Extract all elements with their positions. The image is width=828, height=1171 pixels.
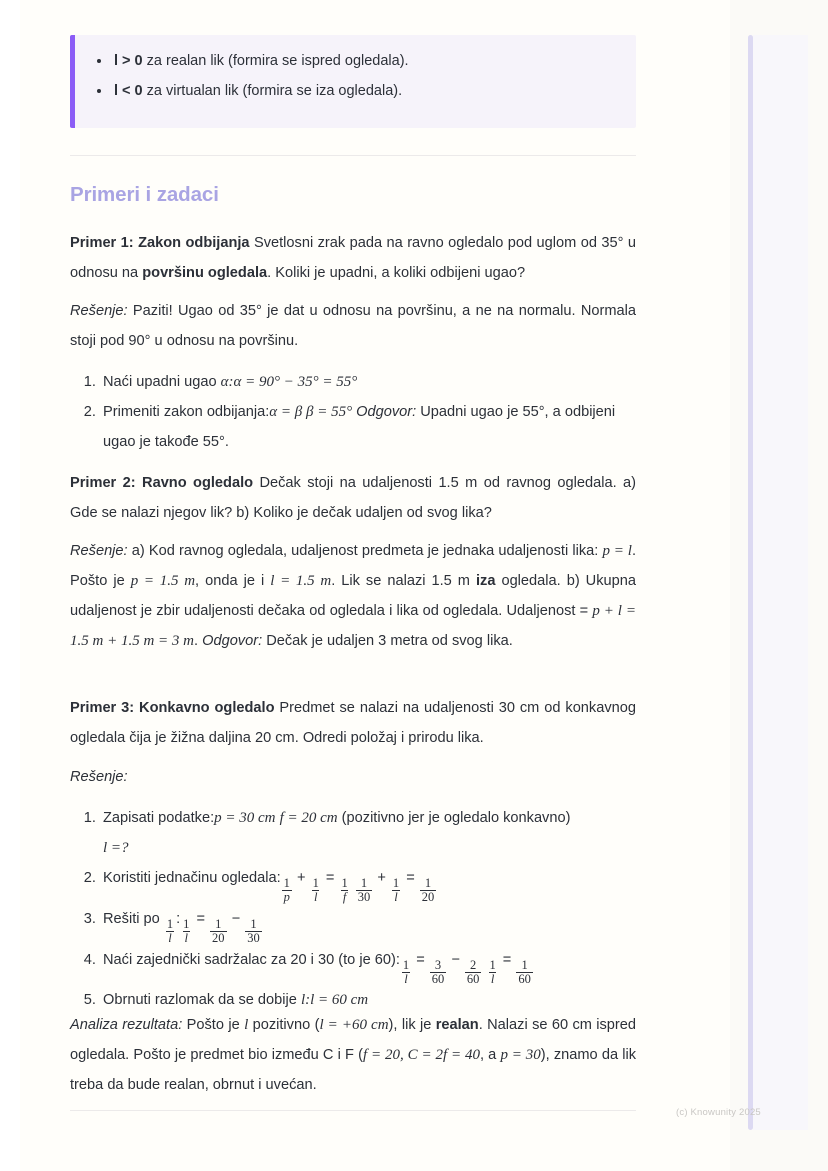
step-equation-2: $\frac{1}{30}$ + $\frac{1}{l}$ = $\frac{1}{20}$ [357, 870, 435, 904]
step-equation-1: $\frac{1}{l}$ = $\frac{3}{60}$ − $\frac{2}{60}$ [402, 951, 480, 986]
example-3-statement [70, 693, 636, 753]
step-text: Rešiti po [103, 910, 164, 927]
answer-text: Upadni ugao je 55°, a odbijeni ugao je takođe 55°. [103, 404, 616, 450]
answer-label: Odgovor: [202, 633, 263, 649]
step-text: Primeniti zakon odbijanja: [103, 404, 270, 420]
list-item [100, 367, 636, 397]
section-divider-top [70, 155, 636, 156]
math-p: p = 30 [500, 1047, 541, 1063]
example-1-step-list [70, 367, 636, 457]
example-2-statement [70, 468, 636, 528]
solution-text: Paziti! Ugao od 35° je dat u odnosu na površinu, a ne na normalu. Normala stoji pod 90° u odnosu na površinu. [70, 303, 636, 349]
math-c: C = 2f = 40 [403, 1047, 480, 1063]
solution-label: Rešenje: [70, 769, 128, 785]
callout-bullet-text: za virtualan lik (formira se iza ogledala). [142, 83, 403, 99]
step-text: Obrnuti razlomak da se dobije [103, 992, 301, 1009]
solution-text-a2: . Pošto je [70, 543, 636, 589]
example-1-body-1: Svetlosni zrak pada na ravno ogledalo pod uglom od 35° u odnosu na [70, 235, 636, 281]
step-text: Naći upadni ugao [103, 374, 221, 390]
math-p-equals-l: p = l [602, 543, 632, 559]
solution-text-a4: . Lik se nalazi 1.5 m [331, 573, 476, 589]
math-f-value: f = 20 cm [279, 810, 338, 826]
info-callout-box [70, 35, 636, 128]
step-equation-1: l:l = 60 cm [300, 992, 369, 1009]
example-1-title: Primer 1: Zakon odbijanja [70, 235, 250, 251]
step-math: α = β β = 55° [269, 404, 353, 420]
analysis-part-2: pozitivno ( [248, 1017, 320, 1033]
step-text: Koristiti jednačinu ogledala: [103, 870, 281, 886]
callout-bullet-symbol: l > 0 [114, 53, 143, 69]
analysis-part-5: , a [479, 1047, 501, 1063]
example-1-body-bold: površinu ogledala [142, 265, 268, 281]
list-item [100, 397, 636, 457]
example-3-step-list [70, 803, 636, 1015]
example-3-body: Predmet se nalazi na udaljenosti 30 cm od konkavnog ogledala čija je žižna daljina 20 cm. Odredi položaj i prirodu lika. [70, 700, 636, 746]
math-l-60: l = +60 cm [319, 1017, 389, 1033]
math-f: f = 20, [362, 1047, 404, 1063]
step-note: (pozitivno jer je ogledalo konkavno) [337, 810, 571, 826]
analysis-label: Analiza rezultata: [70, 1017, 183, 1033]
copyright-footer: (c) Knowunity 2025 [676, 1107, 761, 1118]
example-1-solution [70, 296, 636, 356]
math-p-value: p = 30 cm [214, 810, 276, 826]
step-equation-1: $\frac{1}{p}$ + $\frac{1}{l}$ = $\frac{1}{f}$ [283, 870, 348, 904]
analysis-part-6: ), znamo da lik treba da bude realan, obrnut i uvećan. [70, 1047, 637, 1093]
example-2-title: Primer 2: Ravno ogledalo [70, 475, 254, 491]
vertical-scrollbar[interactable] [748, 35, 753, 1130]
answer-label: Odgovor: [352, 404, 417, 420]
callout-bullet-text: za realan lik (formira se ispred ogledala). [142, 53, 409, 69]
bold-iza: iza [475, 573, 496, 589]
step-math: α:α = 90° − 35° = 55° [220, 374, 358, 390]
solution-label: Rešenje: [70, 303, 128, 319]
analysis-part-1: Pošto je [182, 1017, 245, 1033]
math-l-value: l = 1.5 m [270, 573, 332, 589]
example-1-statement [70, 228, 636, 288]
math-l: l [244, 1017, 249, 1033]
example-3-title: Primer 3: Konkavno ogledalo [70, 700, 275, 716]
solution-text-a3: , onda je i [195, 573, 271, 589]
solution-text-a: a) Kod ravnog ogledala, udaljenost predmeta je jednaka udaljenosti lika: [127, 543, 603, 559]
math-p-value: p = 1.5 m [130, 573, 196, 589]
analysis-part-3: ), lik je [388, 1017, 436, 1033]
list-item [100, 945, 636, 986]
step-equation-1: $\frac{1}{l}$ : $\frac{1}{l}$ = $\frac{1}{20}$ − $\frac{1}{30}$ [166, 910, 260, 945]
example-1-body-2: . Koliki je upadni, a koliki odbijeni ugao? [267, 265, 526, 281]
solution-label: Rešenje: [70, 543, 128, 559]
example-2-solution [70, 536, 636, 656]
step-equation-2: $\frac{1}{l}$ = $\frac{1}{60}$ [489, 951, 531, 986]
solution-text-a5: ogledala. b) Ukupna udaljenost je zbir udaljenosti dečaka od ogledala i lika od ogledala. Udaljenost = [70, 573, 636, 619]
math-sum: p + l = 1.5 m + 1.5 m = 3 m [70, 603, 636, 649]
analysis-paragraph [70, 1010, 636, 1100]
answer-text: Dečak je udaljen 3 metra od svog lika. [262, 633, 513, 649]
list-item [100, 904, 636, 945]
callout-bullet-list [75, 35, 636, 106]
section-divider-bottom [70, 1110, 636, 1111]
gutter-fill [753, 35, 808, 1130]
list-item [100, 803, 636, 863]
analysis-part-4: . Nalazi se 60 cm ispred ogledala. Pošto je predmet bio između C i F ( [70, 1017, 637, 1063]
page-title: Primeri i zadaci [70, 183, 219, 206]
callout-bullet-symbol: l < 0 [114, 83, 143, 99]
bold-realan: realan [435, 1017, 479, 1033]
step-text: Zapisati podatke: [103, 810, 215, 826]
step-text: Naći zajednički sadržalac za 20 i 30 (to je 60): [103, 951, 400, 968]
example-2-body: Dečak stoji na udaljenosti 1.5 m od ravnog ogledala. a) Gde se nalazi njegov lik? b) Koliko je dečak udaljen od svog lika? [70, 475, 637, 521]
list-item [112, 46, 636, 76]
list-item [100, 863, 636, 904]
math-l-unknown: l =? [103, 840, 129, 856]
solution-text-a6: . [194, 633, 203, 649]
example-3-solution-label [70, 762, 636, 792]
list-item [112, 76, 636, 106]
